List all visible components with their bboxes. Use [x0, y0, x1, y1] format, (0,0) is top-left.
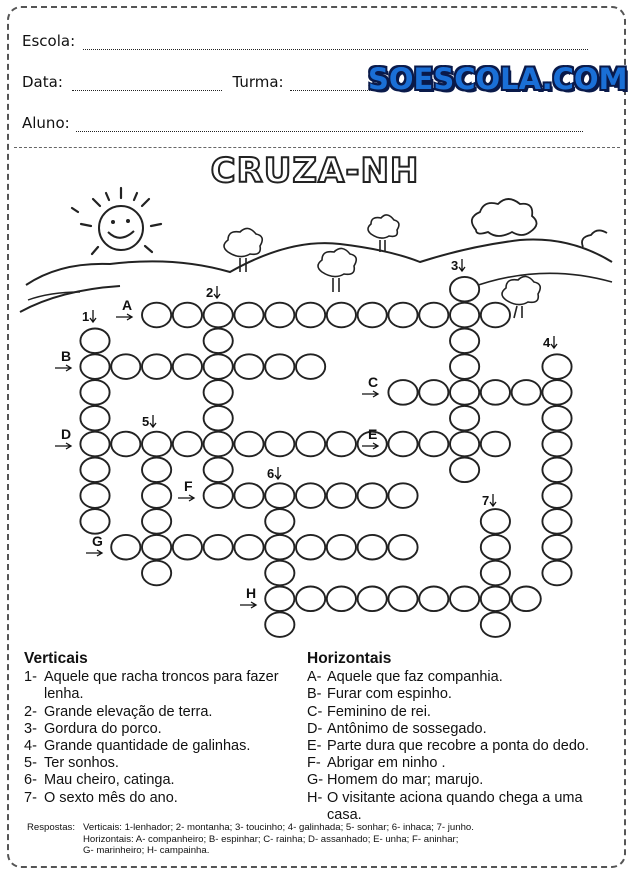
clue-item — [24, 738, 289, 755]
arrow-icon — [90, 310, 96, 322]
clue-item — [24, 755, 289, 772]
crossword-cell[interactable] — [481, 303, 510, 328]
crossword-cell[interactable] — [265, 354, 294, 379]
crossword-cell[interactable] — [542, 406, 571, 431]
crossword-cell[interactable] — [265, 303, 294, 328]
crossword-cell[interactable] — [450, 303, 479, 328]
clue-item — [307, 790, 607, 824]
crossword-cell[interactable] — [142, 561, 171, 586]
crossword-cell[interactable] — [80, 483, 109, 508]
grid-label-D: D — [61, 426, 72, 442]
clue-item — [307, 704, 607, 721]
crossword-cell[interactable] — [481, 509, 510, 534]
clue-text: Grande quantidade de galinhas. — [44, 738, 251, 755]
crossword-cell[interactable] — [142, 432, 171, 457]
crossword-cell[interactable] — [204, 406, 233, 431]
crossword-cell[interactable] — [481, 380, 510, 405]
turma-label: Turma: — [232, 73, 284, 91]
crossword-cell[interactable] — [358, 303, 387, 328]
arrow-icon — [55, 365, 71, 371]
grid-label-n5: 5 — [142, 414, 150, 429]
answers-verticais: Verticais: 1-lenhador; 2- montanha; 3- toucinho; 4- galinhada; 5- sonhar; 6- inhaca; 7- junho. — [83, 822, 474, 833]
clue-key: G- — [307, 772, 324, 789]
crossword-cell[interactable] — [450, 277, 479, 302]
crossword-cell[interactable] — [358, 483, 387, 508]
crossword-cell[interactable] — [111, 535, 140, 560]
crossword-cell[interactable] — [142, 535, 171, 560]
crossword-cell[interactable] — [512, 587, 541, 612]
crossword-cell[interactable] — [265, 509, 294, 534]
crossword-cell[interactable] — [481, 561, 510, 586]
verticais-heading: Verticais — [24, 650, 88, 667]
arrow-icon — [86, 550, 102, 556]
clue-item — [24, 704, 289, 721]
clue-key: 1- — [24, 669, 37, 686]
grid-label-F: F — [184, 478, 193, 494]
arrow-icon — [275, 467, 281, 479]
crossword-cell[interactable] — [450, 354, 479, 379]
crossword-cell[interactable] — [111, 432, 140, 457]
crossword-cell[interactable] — [542, 458, 571, 483]
crossword-cell[interactable] — [358, 587, 387, 612]
arrow-icon — [240, 602, 256, 608]
grid-label-H: H — [246, 585, 257, 601]
answers-block — [27, 822, 587, 857]
clue-key: D- — [307, 720, 323, 737]
crossword-cell[interactable] — [327, 587, 356, 612]
crossword-cell[interactable] — [173, 535, 202, 560]
crossword-cell[interactable] — [142, 458, 171, 483]
grid-label-B: B — [61, 348, 72, 364]
crossword-cell[interactable] — [234, 354, 263, 379]
crossword-cell[interactable] — [358, 535, 387, 560]
arrow-icon — [551, 336, 557, 348]
crossword-cell[interactable] — [234, 303, 263, 328]
crossword-cell[interactable] — [481, 612, 510, 637]
crossword-cell[interactable] — [204, 354, 233, 379]
clue-item — [307, 686, 607, 703]
crossword-cell[interactable] — [388, 303, 417, 328]
crossword-cell[interactable] — [450, 587, 479, 612]
crossword-cell[interactable] — [111, 354, 140, 379]
grid-label-n7: 7 — [482, 493, 490, 508]
crossword-cell[interactable] — [265, 612, 294, 637]
horizontais-heading: Horizontais — [307, 650, 392, 667]
arrow-icon — [178, 495, 194, 501]
grid-label-A: A — [122, 297, 133, 313]
clue-text: Antônimo de sossegado. — [327, 720, 487, 737]
arrow-icon — [150, 415, 156, 427]
verticais-clues — [24, 650, 289, 807]
clue-text: Feminino de rei. — [327, 703, 431, 720]
crossword-cell[interactable] — [173, 432, 202, 457]
crossword-cell[interactable] — [234, 483, 263, 508]
crossword-cell[interactable] — [481, 535, 510, 560]
crossword-cell[interactable] — [80, 432, 109, 457]
grid-label-n2: 2 — [206, 285, 214, 300]
clue-text: O visitante aciona quando chega a uma casa. — [327, 789, 583, 823]
crossword-cell[interactable] — [450, 329, 479, 354]
grid-label-G: G — [92, 533, 103, 549]
clue-key: 7- — [24, 789, 37, 806]
clue-key: C- — [307, 703, 323, 720]
cloud-icon — [472, 199, 537, 236]
crossword-cell[interactable] — [296, 535, 325, 560]
crossword-cell[interactable] — [173, 303, 202, 328]
clue-text: Parte dura que recobre a ponta do dedo. — [327, 738, 589, 755]
crossword-cell[interactable] — [265, 483, 294, 508]
sun-icon — [72, 188, 161, 254]
crossword-cell[interactable] — [265, 535, 294, 560]
title-text: CRUZA-NH — [210, 151, 420, 191]
crossword-cell[interactable] — [419, 303, 448, 328]
horizontais-clues — [307, 650, 607, 824]
crossword-cell[interactable] — [204, 483, 233, 508]
data-label: Data: — [22, 73, 63, 91]
crossword-cell[interactable] — [542, 432, 571, 457]
clue-text: Furar com espinho. — [327, 686, 452, 703]
crossword-cell[interactable] — [450, 458, 479, 483]
grid-label-n6: 6 — [267, 466, 275, 481]
crossword-cell[interactable] — [204, 329, 233, 354]
grid-label-n1: 1 — [82, 309, 90, 324]
arrow-icon — [490, 494, 496, 506]
crossword-cell[interactable] — [542, 380, 571, 405]
crossword-cell[interactable] — [542, 535, 571, 560]
crossword-cell[interactable] — [234, 535, 263, 560]
crossword-cell[interactable] — [265, 432, 294, 457]
crossword-cell[interactable] — [80, 458, 109, 483]
crossword-cell[interactable] — [204, 303, 233, 328]
crossword-cell[interactable] — [173, 354, 202, 379]
crossword-cell[interactable] — [327, 303, 356, 328]
crossword-cell[interactable] — [542, 483, 571, 508]
crossword-cell[interactable] — [450, 432, 479, 457]
crossword-cell[interactable] — [419, 432, 448, 457]
tree-icon — [318, 248, 356, 292]
crossword-cell[interactable] — [296, 354, 325, 379]
crossword-cell[interactable] — [419, 380, 448, 405]
clue-item — [24, 790, 289, 807]
clue-item — [307, 755, 607, 772]
crossword-cell[interactable] — [542, 561, 571, 586]
crossword-cell[interactable] — [204, 458, 233, 483]
soescola-logo: SOESCOLA.COM — [368, 62, 628, 96]
crossword-cell[interactable] — [388, 483, 417, 508]
clue-item — [307, 772, 607, 789]
aluno-label: Aluno: — [22, 114, 70, 132]
clue-item — [307, 738, 607, 755]
clue-text: O sexto mês do ano. — [44, 789, 178, 806]
arrow-icon — [214, 286, 220, 298]
crossword-cell[interactable] — [204, 432, 233, 457]
clue-text: Mau cheiro, catinga. — [44, 772, 175, 789]
answers-label: Respostas: — [27, 822, 75, 833]
clue-key: 3- — [24, 720, 37, 737]
crossword-cell[interactable] — [204, 535, 233, 560]
clue-item — [307, 721, 607, 738]
crossword-cell[interactable] — [450, 406, 479, 431]
clue-text: Aquele que racha troncos para fazer lenha. — [44, 669, 279, 703]
crossword-cell[interactable] — [234, 432, 263, 457]
clue-key: E- — [307, 738, 322, 755]
crossword-cell[interactable] — [142, 354, 171, 379]
crossword-cell[interactable] — [142, 303, 171, 328]
clue-key: 5- — [24, 755, 37, 772]
crossword-cell[interactable] — [388, 535, 417, 560]
crossword-cell[interactable] — [388, 587, 417, 612]
clue-item — [24, 721, 289, 738]
escola-label: Escola: — [22, 32, 76, 50]
crossword-cell[interactable] — [80, 354, 109, 379]
crossword-cell[interactable] — [296, 303, 325, 328]
crossword-cell[interactable] — [80, 509, 109, 534]
crossword-cell[interactable] — [512, 380, 541, 405]
grid-label-n3: 3 — [451, 258, 459, 273]
crossword-cell[interactable] — [296, 483, 325, 508]
crossword-cell[interactable] — [481, 587, 510, 612]
clue-text: Abrigar em ninho . — [327, 755, 446, 772]
arrow-icon — [116, 314, 132, 320]
crossword-cell[interactable] — [296, 587, 325, 612]
grid-label-C: C — [368, 374, 379, 390]
cloud-icon — [582, 230, 607, 247]
crossword-cell[interactable] — [388, 380, 417, 405]
clue-key: A- — [307, 669, 322, 686]
crossword-cell[interactable] — [265, 561, 294, 586]
clue-text: Aquele que faz companhia. — [327, 669, 503, 686]
crossword-cell[interactable] — [142, 483, 171, 508]
grid-label-E: E — [368, 426, 378, 442]
crossword-cell[interactable] — [142, 509, 171, 534]
tree-icon — [368, 215, 399, 252]
clue-text: Grande elevação de terra. — [44, 703, 213, 720]
crossword-cell[interactable] — [481, 432, 510, 457]
crossword-cell[interactable] — [80, 329, 109, 354]
crossword-cell[interactable] — [327, 483, 356, 508]
clue-text: Ter sonhos. — [44, 755, 119, 772]
clue-text: Gordura do porco. — [44, 720, 162, 737]
clue-key: B- — [307, 686, 322, 703]
clue-item — [24, 772, 289, 789]
clue-item — [307, 669, 607, 686]
crossword-cell[interactable] — [388, 432, 417, 457]
answers-horizontais-2: G- marinheiro; H- campainha. — [83, 845, 210, 856]
crossword-cell[interactable] — [296, 432, 325, 457]
crossword-cell[interactable] — [327, 432, 356, 457]
clue-key: 2- — [24, 703, 37, 720]
grid-label-n4: 4 — [543, 335, 551, 350]
crossword-cell[interactable] — [204, 380, 233, 405]
clue-text: Homem do mar; marujo. — [327, 772, 484, 789]
crossword-cell[interactable] — [450, 380, 479, 405]
crossword-cell[interactable] — [327, 535, 356, 560]
clue-key: H- — [307, 789, 323, 806]
arrow-icon — [459, 259, 465, 271]
crossword-cell[interactable] — [542, 354, 571, 379]
crossword-cell[interactable] — [80, 406, 109, 431]
crossword-cell[interactable] — [80, 380, 109, 405]
arrow-icon — [362, 391, 378, 397]
clue-key: 6- — [24, 772, 37, 789]
clue-key: F- — [307, 755, 321, 772]
clue-item — [24, 669, 289, 703]
arrow-icon — [55, 443, 71, 449]
crossword-cell[interactable] — [542, 509, 571, 534]
clue-key: 4- — [24, 738, 37, 755]
crossword-cell[interactable] — [419, 587, 448, 612]
crossword-cell[interactable] — [265, 587, 294, 612]
answers-horizontais-1: Horizontais: A- companheiro; B- espinhar; C- rainha; D- assanhado; E- unha; F- aninhar; — [83, 833, 459, 845]
